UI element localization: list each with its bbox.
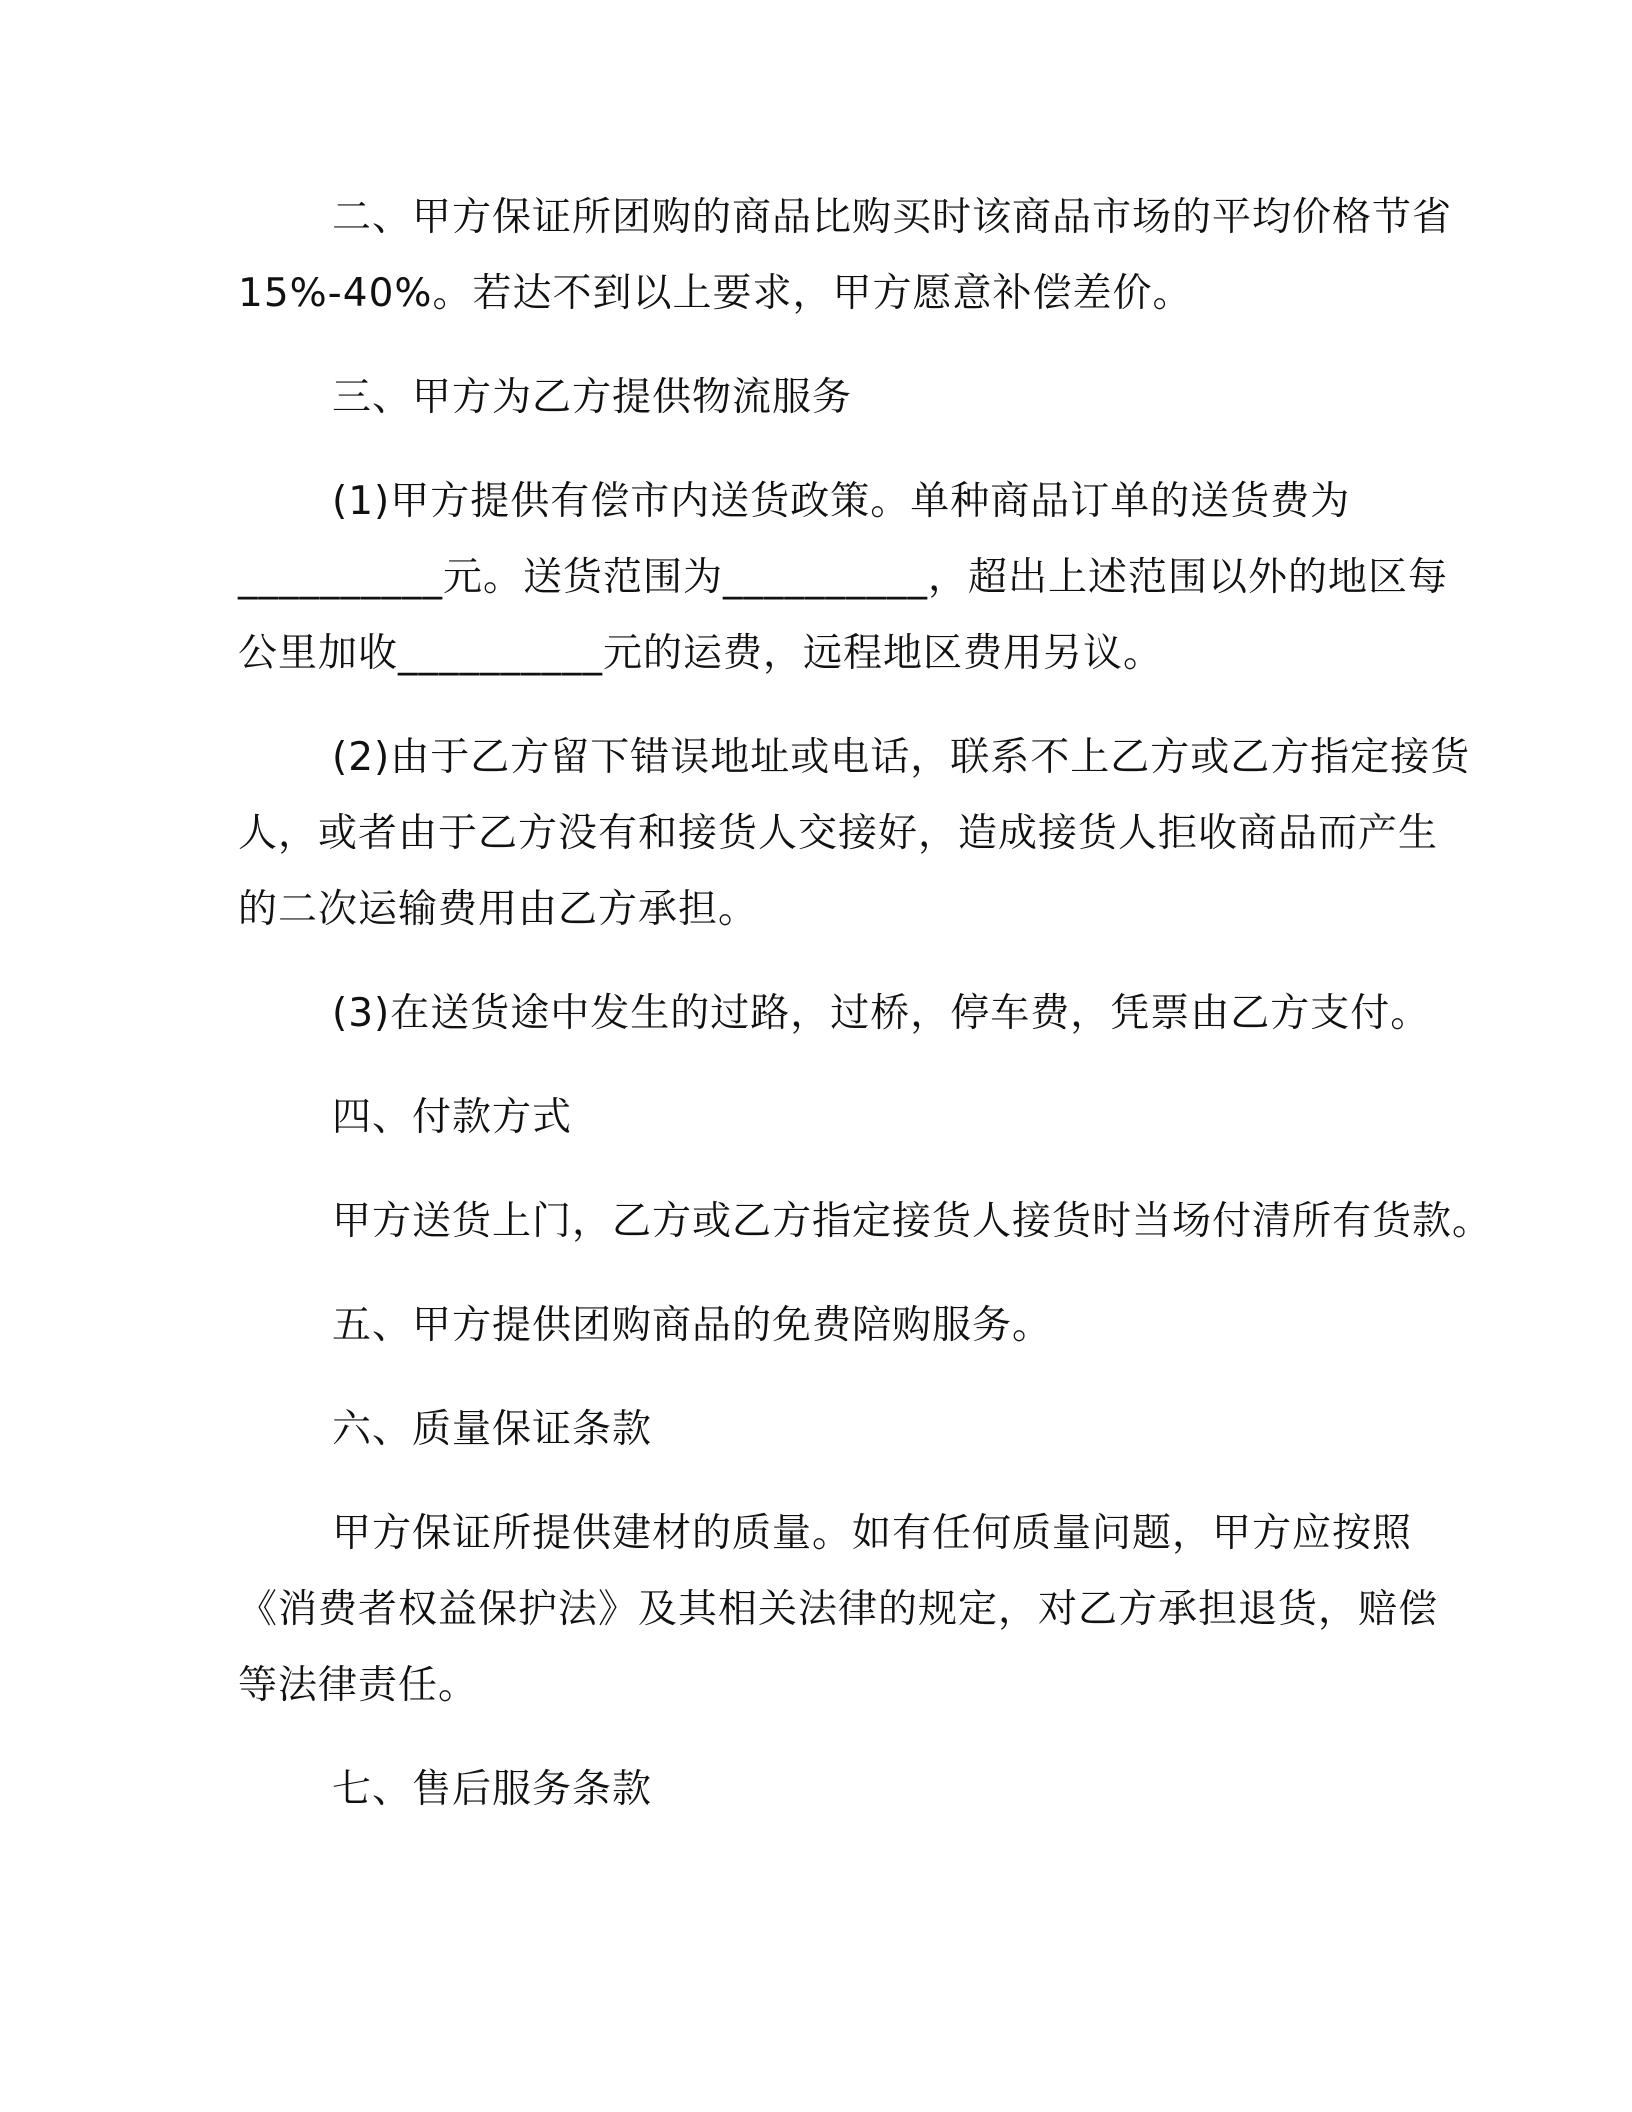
- clause-3-item-2-line-3: 的二次运输费用由乙方承担。: [238, 887, 759, 932]
- clause-6-body-line-3: 等法律责任。: [238, 1663, 479, 1708]
- clause-3-item-1-line-1: (1)甲方提供有偿市内送货政策。单种商品订单的送货费为: [332, 479, 1351, 524]
- clause-3-item-3: (3)在送货途中发生的过路，过桥，停车费，凭票由乙方支付。: [332, 991, 1431, 1036]
- clause-6-body-line-2: 《消费者权益保护法》及其相关法律的规定，对乙方承担退货，赔偿: [238, 1587, 1439, 1632]
- clause-7-heading: 七、售后服务条款: [332, 1767, 653, 1812]
- clause-2-continuation: 15%-40%。若达不到以上要求，甲方愿意补偿差价。: [238, 271, 1193, 316]
- clause-3-item-2-line-2: 人，或者由于乙方没有和接货人交接好，造成接货人拒收商品而产生: [238, 811, 1439, 856]
- clause-3-item-1-line-2: __________元。送货范围为__________，超出上述范围以外的地区每: [238, 555, 1449, 600]
- clause-3-heading: 三、甲方为乙方提供物流服务: [332, 375, 853, 420]
- clause-2-heading: 二、甲方保证所团购的商品比购买时该商品市场的平均价格节省: [332, 195, 1453, 240]
- clause-5-heading: 五、甲方提供团购商品的免费陪购服务。: [332, 1303, 1053, 1348]
- clause-3-item-2-line-1: (2)由于乙方留下错误地址或电话，联系不上乙方或乙方指定接货: [332, 735, 1471, 780]
- clause-4-heading: 四、付款方式: [332, 1095, 573, 1140]
- clause-6-heading: 六、质量保证条款: [332, 1407, 653, 1452]
- clause-6-body-line-1: 甲方保证所提供建材的质量。如有任何质量问题，甲方应按照: [332, 1511, 1413, 1556]
- clause-3-item-1-line-3: 公里加收__________元的运费，远程地区费用另议。: [238, 631, 1164, 676]
- clause-4-body: 甲方送货上门，乙方或乙方指定接货人接货时当场付清所有货款。: [332, 1199, 1493, 1244]
